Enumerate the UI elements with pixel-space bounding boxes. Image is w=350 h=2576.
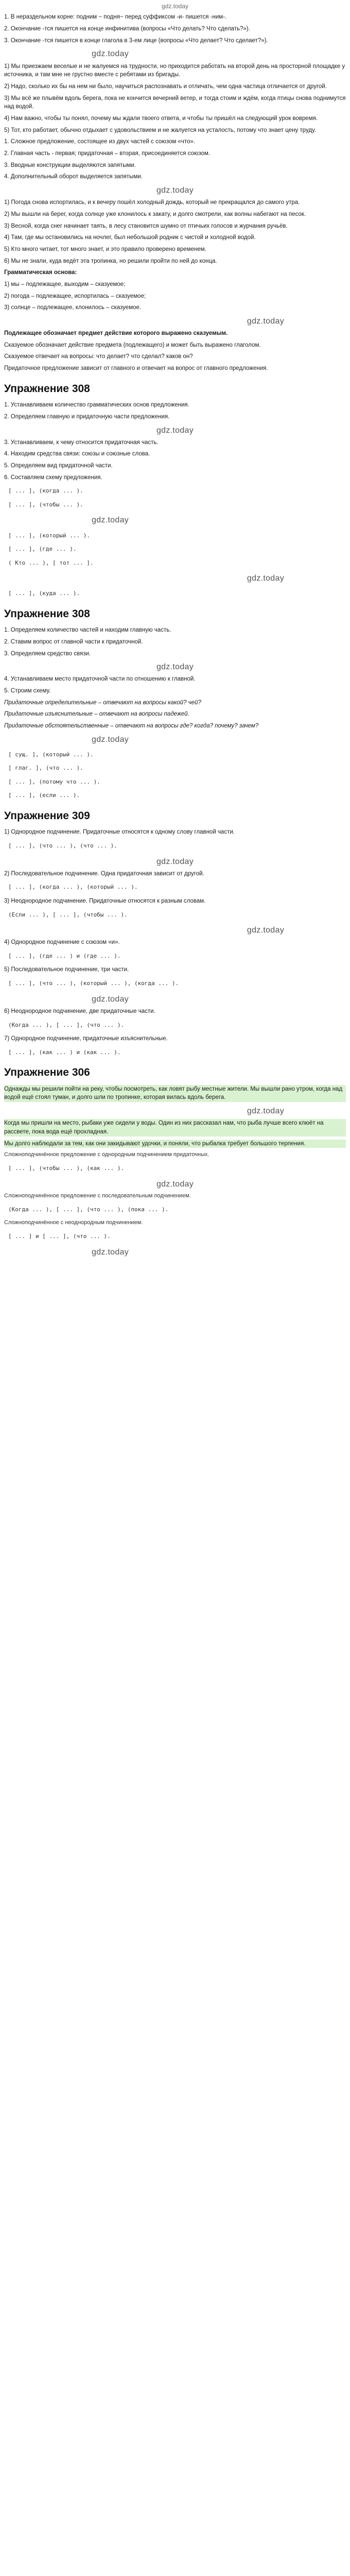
grammar-line: 2) погода – подлежащее, испортилась – сказуемое; xyxy=(4,293,146,299)
scheme: [ ... ], (когда ... ), (который ... ). xyxy=(8,884,138,891)
watermark: gdz.today xyxy=(92,735,129,744)
exercise-306 xyxy=(4,1085,346,1258)
text-paragraph: Мы долго наблюдали за тем, как они закидывают удочки, и поняли, что рыбалка требует большого терпения. xyxy=(4,1140,346,1148)
exercise-306-title: Упражнение 306 xyxy=(4,1066,90,1079)
site-header[interactable]: gdz.today xyxy=(161,3,189,10)
step-line: 2. Ставим вопрос от главной части к придаточной. xyxy=(4,638,143,645)
watermark: gdz.today xyxy=(156,426,194,435)
grammar-line: 1) мы – подлежащее, выходим – сказуемое; xyxy=(4,281,126,287)
scheme-caption: Сложноподчинённое с неоднородным подчинением. xyxy=(4,1219,143,1226)
scheme: (Если ... ), [ ... ], (чтобы ... ). xyxy=(8,911,128,918)
exercise-309 xyxy=(4,828,346,1057)
watermark: gdz.today xyxy=(92,1247,129,1257)
step-line: 3. Определяем средство связи. xyxy=(4,650,91,657)
item-line: 3) Неоднородное подчинение. Придаточные относятся к разным словам. xyxy=(4,897,206,904)
exercise-309-title: Упражнение 309 xyxy=(4,809,90,822)
step-line: 6. Составляем схему предложения. xyxy=(4,474,102,481)
watermark: gdz.today xyxy=(156,1179,194,1189)
step-line: 2. Определяем главную и придаточную части предложения. xyxy=(4,413,170,420)
sentence: 1) Мы приезжаем веселые и не жалуемся на трудности, но приходится работать на второй день на просторной площадке у источника, и там мне не грустно вместе с ребятами из бригады. xyxy=(4,63,345,78)
intro-line: 1. В нераздельном корне: подним − подня− перед суффиксом -и- пишется -ним-. xyxy=(4,14,227,21)
sentence: 4) Там, где мы остановились на ночлег, был небольшой родник с чистой и холодной водой. xyxy=(4,234,256,241)
item-line: 1) Однородное подчинение. Придаточные относятся к одному слову главной части. xyxy=(4,829,235,836)
document-page xyxy=(0,0,350,1258)
watermark: gdz.today xyxy=(92,994,129,1004)
analysis-line: 2. Главная часть - первая; придаточная – вторая, присоединяется союзом. xyxy=(4,150,211,157)
text-paragraph: Однажды мы решили пойти на реку, чтобы посмотреть, как ловят рыбу местные жители. Мы вышли рано утром, когда над водой ещё стоял туман, и долго шли по тропинке, которая вилась вдоль берега. xyxy=(4,1085,346,1102)
item-line: 5) Последовательное подчинение, три части. xyxy=(4,967,129,973)
watermark: gdz.today xyxy=(92,49,129,59)
intro-line: 2. Окончание -тся пишется на конце инфинитива (вопросы «Что делать? Что сделать?»). xyxy=(4,26,250,32)
sentence: 3) Мы всё же плывём вдоль берега, пока не кончится вечерний ветер, и тогда стоим и ждём, когда птицы снова поднимутся над водой. xyxy=(4,95,346,110)
scheme: (Когда ... ), [ ... ], (что ... ). xyxy=(8,1021,125,1028)
scheme: [ ... ], (куда ... ). xyxy=(8,590,80,597)
scheme: [ ... ], (что ... ), (который ... ), (когда ... ). xyxy=(8,980,179,987)
scheme: [ глаг. ], (что ... ). xyxy=(8,765,83,772)
subordinate-section xyxy=(4,329,346,373)
text-paragraph: Когда мы пришли на место, рыбаки уже сидели у воды. Один из них рассказал нам, что рыба лучше всего клюёт на рассвете, пока вода ещё прохладная. xyxy=(4,1119,346,1136)
watermark: gdz.today xyxy=(247,574,284,583)
analysis-line: 3. Вводные конструкции выделяются запятыми. xyxy=(4,162,136,168)
watermark: gdz.today xyxy=(247,1106,284,1115)
scheme: [ ... ], (потому что ... ). xyxy=(8,778,100,785)
scheme-caption: Сложноподчинённое предложение с последовательным подчинением. xyxy=(4,1192,191,1199)
scheme: [ ... ], (где ... ) и (где ... ). xyxy=(8,952,121,959)
scheme: [ ... ], (где ... ). xyxy=(8,546,77,553)
block-3 xyxy=(4,198,346,265)
subordinate-title: Подлежащее обозначает предмет действие которого выражено сказуемым. xyxy=(4,330,228,337)
type-line: Придаточные изъяснительные – отвечают на вопросы падежей. xyxy=(4,711,189,718)
step-line: 5. Определяем вид придаточной части. xyxy=(4,463,113,469)
scheme: [ ... ], (который ... ). xyxy=(8,532,90,539)
analysis-line: 4. Дополнительный оборот выделяется запятыми. xyxy=(4,174,143,180)
scheme: [ ... ] и [ ... ], (что ... ). xyxy=(8,1233,111,1240)
scheme: [ ... ], (чтобы ... ). xyxy=(8,501,83,508)
grammar-title: Грамматическая основа: xyxy=(4,269,77,276)
block-2 xyxy=(4,138,346,181)
scheme: [ ... ], (что ... ), (что ... ). xyxy=(8,842,117,850)
sentence: 4) Нам важно, чтобы ты понял, почему мы ждали твоего ответа, и чтобы ты пришёл на следующий урок вовремя. xyxy=(4,115,318,122)
sentence: 2) Мы вышли на берег, когда солнце уже клонилось к закату, и долго смотрели, как волны набегают на песок. xyxy=(4,211,306,217)
scheme: [ ... ], (если ... ). xyxy=(8,792,80,799)
step-line: 4. Находим средства связи: союзы и союзные слова. xyxy=(4,451,150,457)
scheme: ( Кто ... ), [ тот ... ]. xyxy=(8,559,94,566)
sentence: 5) Кто много читает, тот много знает, и это правило проверено временем. xyxy=(4,246,206,252)
type-line: Придаточные обстоятельственные – отвечают на вопросы где? когда? почему? зачем? xyxy=(4,723,259,730)
step-line: 3. Устанавливаем, к чему относится придаточная часть. xyxy=(4,439,159,446)
step-line: 5. Строим схему. xyxy=(4,688,51,694)
subordinate-line: Придаточное предложение зависит от главного и отвечает на вопрос от главного предложения. xyxy=(4,365,268,372)
watermark: gdz.today xyxy=(156,857,194,866)
scheme: [ ... ], (чтобы ... ), (как ... ). xyxy=(8,1165,125,1172)
scheme: (Когда ... ), [ ... ], (что ... ), (пока ... ). xyxy=(8,1206,169,1213)
watermark: gdz.today xyxy=(247,926,284,935)
watermark: gdz.today xyxy=(156,185,194,195)
item-line: 7) Однородное подчинение, придаточные изъяснительные. xyxy=(4,1036,168,1042)
exercise-308b xyxy=(4,626,346,800)
sentence: 6) Мы не знали, куда ведёт эта тропинка, но решили пройти по ней до конца. xyxy=(4,258,217,264)
subordinate-line: Сказуемое отвечает на вопросы: что делает? что сделал? каков он? xyxy=(4,353,193,360)
scheme: [ ... ], (как ... ) и (как ... ). xyxy=(8,1048,121,1056)
sentence: 5) Тот, кто работает, обычно отдыхает с удовольствием и не жалуется на усталость, потому что знает цену труду. xyxy=(4,127,316,133)
watermark: gdz.today xyxy=(156,663,194,672)
sentence: 2) Надо, сколько их бы на нем ни было, научиться распознавать и отличать, чем одна частица отличается от другой. xyxy=(4,83,327,90)
subordinate-line: Сказуемое обозначает действие предмета (подлежащего) и может быть выражено глаголом. xyxy=(4,342,261,348)
exercise-308b-title: Упражнение 308 xyxy=(4,607,90,620)
block-1 xyxy=(4,62,346,135)
exercise-308a xyxy=(4,401,346,598)
watermark: gdz.today xyxy=(92,516,129,525)
item-line: 4) Однородное подчинение с союзом «и». xyxy=(4,939,120,946)
step-line: 4. Устанавливаем место придаточной части по отношению к главной. xyxy=(4,676,196,683)
watermark: gdz.today xyxy=(247,316,284,326)
scheme: [ сущ. ], (который ... ). xyxy=(8,751,94,758)
exercise-308-title: Упражнение 308 xyxy=(4,382,90,395)
type-line: Придаточные определительные – отвечают на вопросы какой? чей? xyxy=(4,699,201,706)
item-line: 6) Неоднородное подчинение, две придаточные части. xyxy=(4,1008,155,1014)
intro-line: 3. Окончание -тся пишется в конце глагола в 3-ем лице (вопросы «Что делает? Что сделает?»). xyxy=(4,37,268,44)
scheme: [ ... ], (когда ... ). xyxy=(8,487,83,495)
grammar-line: 3) солнце – подлежащее, клонилось – сказуемое. xyxy=(4,304,142,311)
analysis-line: 1. Сложное предложение, состоящее из двух частей с союзом «что». xyxy=(4,139,196,145)
step-line: 1. Устанавливаем количество грамматических основ предложения. xyxy=(4,402,189,409)
step-line: 1. Определяем количество частей и находим главную часть. xyxy=(4,627,171,634)
sentence: 3) Весной, когда снег начинает таять, в лесу становится шумно от птичьих голосов и журчания ручьёв. xyxy=(4,223,288,229)
intro-section xyxy=(4,13,346,45)
item-line: 2) Последовательное подчинение. Одна придаточная зависит от другой. xyxy=(4,870,204,877)
grammar-basis xyxy=(4,268,346,312)
sentence: 1) Погода снова испортилась, и к вечеру пошёл холодный дождь, который не прекращался до самого утра. xyxy=(4,199,300,206)
scheme-caption: Сложноподчинённое предложение с однородным подчинением придаточных. xyxy=(4,1151,209,1158)
